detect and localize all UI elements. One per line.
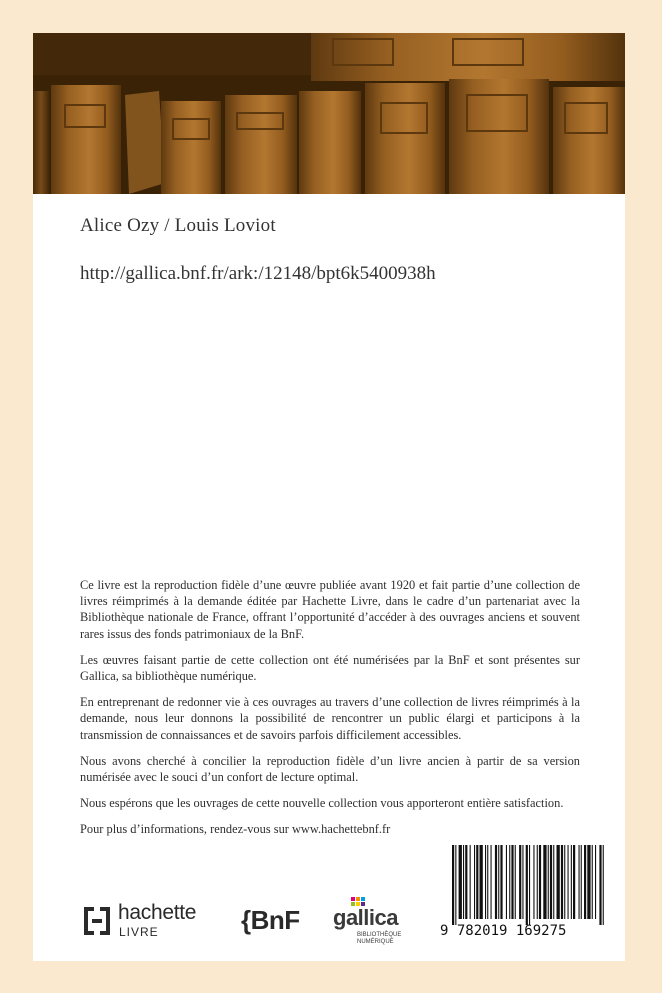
paragraph-3: En entreprenant de redonner vie à ces ouvrages au travers d’une collection de livres réimprimés à la demande, nous leur donnons la possibilité de rencontrer un public élargi et participons à la transmission de connaissances et de savoirs parfois difficilement accessibles. [80,695,580,742]
barcode-bar [476,845,478,919]
barcode-bar [485,845,486,919]
barcode-bar [571,845,572,919]
gallica-subtitle-line-2: NUMÉRIQUE [357,938,394,945]
publisher-footer [33,893,625,961]
barcode-bar [581,845,582,919]
book-spines-banner [33,33,625,194]
barcode-bar [519,845,521,919]
barcode-bar [543,845,546,919]
hachette-wordmark: hachette [118,901,197,924]
bnf-logo: {BnF [241,905,300,935]
author-title: Alice Ozy / Louis Loviot [80,215,276,236]
paragraph-5: Nous espérons que les ouvrages de cette nouvelle collection vous apporteront entière satisfaction. [80,796,564,811]
barcode-bars [440,845,610,925]
barcode-bar [564,845,565,919]
gallica-subtitle [357,932,401,945]
barcode-bar [500,845,502,919]
barcode-bar [452,845,454,925]
barcode-bar [465,845,467,919]
barcode-bar [548,845,549,919]
gallica-wordmark: gallica [333,905,398,930]
barcode-bar [539,845,541,919]
paragraph-1: Ce livre est la reproduction fidèle d’une œuvre publiée avant 1920 et fait partie d’une collection de livres réimprimés à la demande éditée par Hachette Livre, dans le cadre d’un partenariat avec la Bibliothèque nationale de France, offrant l’opportunité d’accéder à des ouvrages anciens et souvent rares issus des fonds patrimoniaux de la BnF. [80,578,580,641]
barcode-bar [487,845,488,919]
barcode-bar [522,845,523,919]
barcode-bar [498,845,499,919]
barcode-bar [463,845,464,919]
barcode-bar [537,845,538,919]
hachette-livre-logo [82,901,222,941]
barcode-bar [529,845,530,925]
barcode-bar [509,845,510,919]
gallica-url[interactable]: http://gallica.bnf.fr/ark:/12148/bpt6k5400938h [80,263,436,284]
barcode-bar [584,845,586,919]
barcode-bar [595,845,596,919]
gallica-subtitle-line-1: BIBLIOTHÈQUE [357,932,402,938]
livre-wordmark: LIVRE [119,925,159,939]
paragraph-2: Les œuvres faisant partie de cette collection ont été numérisées par la BnF et sont présentes sur Gallica, sa bibliothèque numérique. [80,652,580,684]
barcode-bar [587,845,590,919]
back-cover [33,33,625,961]
barcode-bar [599,845,601,925]
paragraph-4: Nous avons cherché à concilier la reproduction fidèle d’un livre ancien à partir de sa version numérisée avec le souci d’un confort de lecture optimal. [80,753,580,785]
barcode-bar [459,845,462,919]
paragraph-6: Pour plus d’informations, rendez-vous sur www.hachettebnf.fr [80,822,391,837]
barcode-bar [573,845,575,919]
barcode-bar [511,845,513,919]
barcode-bar [515,845,516,919]
barcode-bar [568,845,569,919]
barcode-bar [561,845,563,919]
barcode-bar [506,845,507,919]
barcode-bar [455,845,456,925]
barcode-bar [491,845,492,919]
hachette-logo-mark-icon [82,905,112,937]
barcode-bar [557,845,560,919]
barcode-bar [592,845,593,919]
barcode-bar [480,845,483,919]
book-spines-image [33,33,625,194]
barcode-bar [495,845,497,919]
gallica-logo [333,897,413,947]
barcode-bar [553,845,554,919]
barcode-bar [579,845,580,919]
barcode-bar [603,845,604,925]
barcode-bar [550,845,552,919]
barcode-bar [526,845,528,925]
barcode-bar [470,845,471,919]
description-text [80,577,580,848]
isbn-barcode [440,845,610,943]
barcode-bar [474,845,475,919]
barcode-digits: 9 782019 169275 [440,923,567,939]
barcode-bar [533,845,534,919]
